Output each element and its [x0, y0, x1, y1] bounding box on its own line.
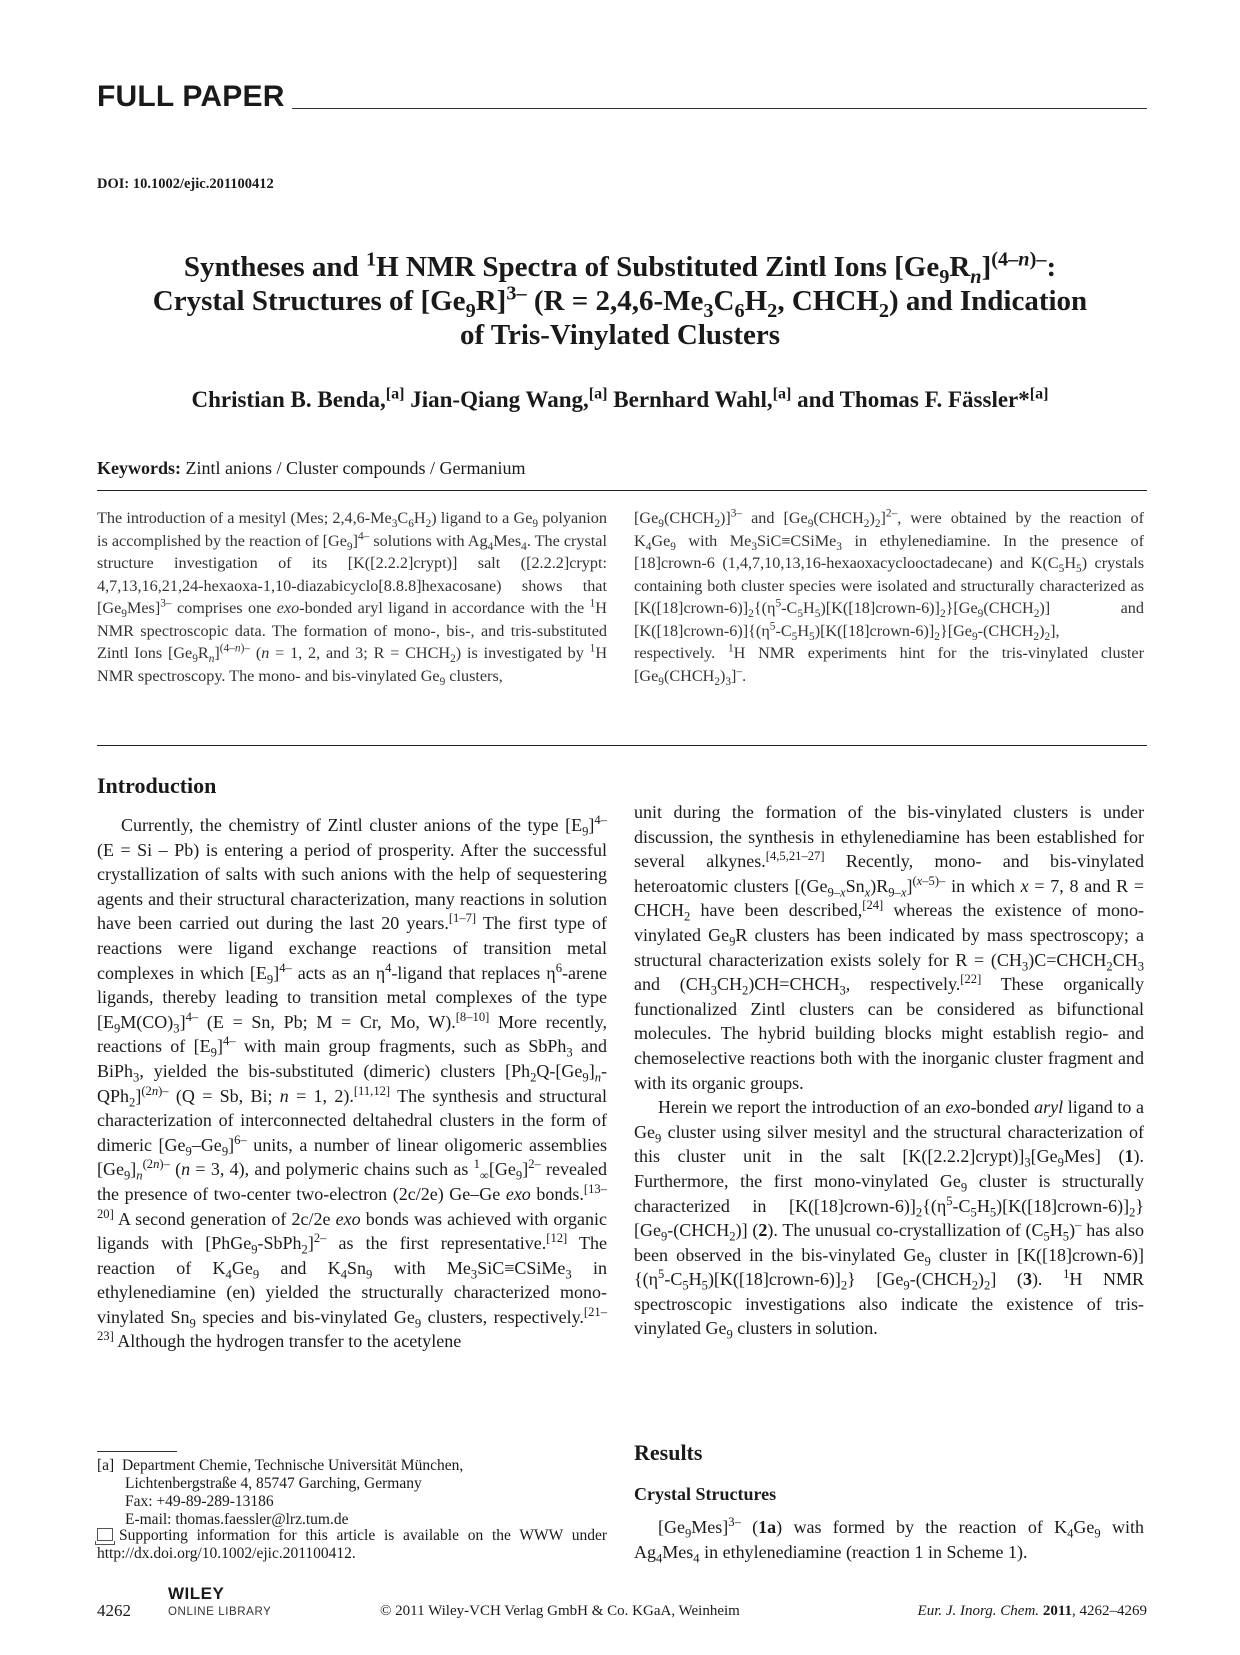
affiliation-fax: Fax: +49-89-289-13186 — [125, 1493, 274, 1510]
logo-subtitle: ONLINE LIBRARY — [168, 1606, 272, 1618]
footnote-rule — [97, 1451, 177, 1452]
affiliation-tag: [a] — [97, 1457, 115, 1474]
page-number: 4262 — [97, 1601, 131, 1620]
affiliation-email[interactable]: E-mail: thomas.faessler@lrz.tum.de — [125, 1511, 349, 1528]
affiliation-line-1: [a] Department Chemie, Technische Universität München, — [97, 1457, 464, 1474]
author-list: Christian B. Benda,[a] Jian-Qiang Wang,[a] Bernhard Wahl,[a] and Thomas F. Fässler*[a] — [191, 385, 1049, 412]
introduction-right-column: unit during the formation of the bis-vinylated clusters is under discussion, the synthesis in ethylenediamine has been established for several alkynes.[4,5,21–27] Recently, mono- and bis-vinylated heteroatomic clusters $[(Ge_{9-x}Sn_x)R_{9-x}]^{(x-5)-}$ in which x = 7, 8 and $R = CHCH_2$ have been described,[24] whereas the existence of mono-vinylated $Ge_9R$ clusters has been indicated by mass spectroscopy; a structural characterization exists solely for $R = (CH_3)C=CHCH_2CH_3$ and $(CH_3CH_2)CH=CHCH_3$, respectively.[22] These organically functionalized Zintl clusters can be considered as bifunctional molecules. The hybrid building blocks might establish regio- and chemoselective reactions both with the inorganic cluster fragment and with its organic groups. Herein we report the introduction of an exo-bonded aryl ligand to a $Ge_9$ cluster using silver mesityl and the structural characterization of this cluster unit in the salt $[K([2.2.2]crypt)]_3[Ge_9Mes]$ (1). Furthermore, the first mono-vinylated $Ge_9$ cluster is structurally characterized in $[K([18]crown-6)]_2\{(\eta^5-C_5H_5)[K([18]crown-6)]_2\}[Ge_9-(CHCH_2)]$ (2). The unusual co-crystallization of $(C_5H_5)^-$ has also been observed in the bis-vinylated $Ge_9$ cluster in $[K([18]crown-6)]\{(\eta^5-C_5H_5)[K([18]crown-6)]_2\}$ $[Ge_9-(CHCH_2)_2]$ (3). $^1$H NMR spectroscopic investigations also indicate the existence of tris-vinylated $Ge_9$ clusters in solution. — [634, 802, 1145, 1343]
keywords-rule — [97, 490, 1147, 491]
doi[interactable]: DOI: 10.1002/ejic.201100412 — [97, 176, 274, 192]
computer-icon — [97, 1528, 113, 1541]
logo-wordmark: WILEY — [168, 1584, 225, 1603]
abstract-right: $[Ge_9(CHCH_2)]^{3-}$ and $[Ge_9(CHCH_2)_2]^{2-}$, were obtained by the reaction of $K_4Ge_9$ with $Me_3SiC\equiv CSiMe_3$ in ethylenediamine. In the presence of [18]crown-6 (1,4,7,10,13,16-hexaoxacyclooctadecane) and $K(C_5H_5)$ crystals containing both cluster species were isolated and structurally characterized as $[K([18]crown-6)]_2\{(\eta^5-C_5H_5)[K([18]crown-6)]_2\}[Ge_9(CHCH_2)]$ and $[K([18]crown-6)]\{(\eta^5-C_5H_5)[K([18]crown-6)]_2\}[Ge_9-(CHCH_2)_2]$, respectively. $^1$H NMR experiments hint for the tris-vinylated cluster $[Ge_9(CHCH_2)_3]^-$. — [634, 507, 1145, 688]
affiliation-line-2: Lichtenbergstraße 4, 85747 Garching, Germany — [125, 1475, 422, 1492]
abstract-left: The introduction of a mesityl (Mes; $2,4,6-Me_3C_6H_2$) ligand to a $Ge_9$ polyanion is accomplished by the reaction of $[Ge_9]^{4-}$ solutions with $Ag_4Mes_4$. The crystal structure investigation of its [K([2.2.2]crypt)] salt ([2.2.2]crypt: 4,7,13,16,21,24-hexaoxa-1,10-diazabicyclo[8.8.8]hexacosane) shows that $[Ge_9Mes]^{3-}$ comprises one exo-bonded aryl ligand in accordance with the $^1$H NMR spectroscopic data. The formation of mono-, bis-, and tris-substituted Zintl Ions $[Ge_9R_n]^{(4-n)-}$ (n = 1, 2, and 3; $R = CHCH_2$) is investigated by $^1$H NMR spectroscopy. The mono- and bis-vinylated $Ge_9$ clusters, — [97, 509, 608, 688]
results-heading: Results — [634, 1440, 703, 1465]
header-rule — [292, 108, 1147, 109]
copyright: © 2011 Wiley-VCH Verlag GmbH & Co. KGaA, Weinheim — [380, 1603, 740, 1619]
keywords-text: Zintl anions / Cluster compounds / Germanium — [185, 458, 526, 478]
keywords-label: Keywords: — [97, 458, 181, 478]
article-title: Syntheses and $^1$H NMR Spectra of Substituted Zintl Ions $[Ge_9R_n]^{(4-n)-}$: Crystal Structures of $[Ge_9R]^{3-}$ ($R = 2,4,6-Me_3C_6H_2$, $CHCH_2$) and Indication of Tris-Vinylated Clusters — [152, 248, 1088, 351]
keywords — [97, 458, 525, 479]
crystal-structures-heading: Crystal Structures — [634, 1484, 777, 1504]
introduction-left-column: Currently, the chemistry of Zintl cluster anions of the type $[E_9]^{4-}$ (E = Si – Pb) is entering a period of prosperity. After the successful crystallization of salts with such anions with the help of sequestering agents and their structural characterization, many reactions in solution have been carried out during the last 20 years.[1–7] The first type of reactions were ligand exchange reactions of transition metal complexes in which $[E_9]^{4-}$ acts as an $\eta^4$-ligand that replaces $\eta^6$-arene ligands, thereby leading to transition metal complexes of the type $[E_9M(CO)_3]^{4-}$ (E = Sn, Pb; M = Cr, Mo, W).[8–10] More recently, reactions of $[E_9]^{4-}$ with main group fragments, such as SbPh$_3$ and BiPh$_3$, yielded the bis-substituted (dimeric) clusters $[Ph_2Q-[Ge_9]_n-QPh_2]^{(2n)-}$ (Q = Sb, Bi; n = 1, 2).[11,12] The synthesis and structural characterization of interconnected deltahedral clusters in the form of dimeric $[Ge_9-Ge_9]^{6-}$ units, a number of linear oligomeric assemblies $[Ge_9]_n^{(2n)-}$ (n = 3, 4), and polymeric chains such as $^1_\infty[Ge_9]^{2-}$ revealed the presence of two-center two-electron (2c/2e) Ge–Ge exo bonds.[13–20] A second generation of 2c/2e exo bonds was achieved with organic ligands with [PhGe$_9$-SbPh$_2$]$^{2-}$ as the first representative.[12] The reaction of $K_4Ge_9$ and $K_4Sn_9$ with $Me_3SiC\equiv CSiMe_3$ in ethylenediamine (en) yielded the structurally characterized mono-vinylated $Sn_9$ species and bis-vinylated $Ge_9$ clusters, respectively.[21–23] Although the hydrogen transfer to the acetylene — [97, 813, 608, 1352]
affiliation-footnote — [97, 1457, 607, 1529]
section-label: FULL PAPER — [97, 80, 285, 113]
wiley-online-library-logo[interactable] — [168, 1584, 278, 1626]
results-text: $[Ge_9Mes]^{3-}$ (1a) was formed by the reaction of $K_4Ge_9$ with $Ag_4Mes_4$ in ethylenediamine (reaction 1 in Scheme 1). — [634, 1515, 1144, 1566]
abstract-rule — [97, 745, 1147, 746]
supporting-info-text[interactable]: Supporting information for this article is available on the WWW under http://dx.doi.org/10.1002/ejic.201100412. — [97, 1527, 607, 1562]
introduction-heading: Introduction — [97, 773, 217, 798]
journal-reference: Eur. J. Inorg. Chem. 2011, 4262–4269 — [917, 1603, 1147, 1619]
supporting-info-note — [97, 1527, 607, 1563]
